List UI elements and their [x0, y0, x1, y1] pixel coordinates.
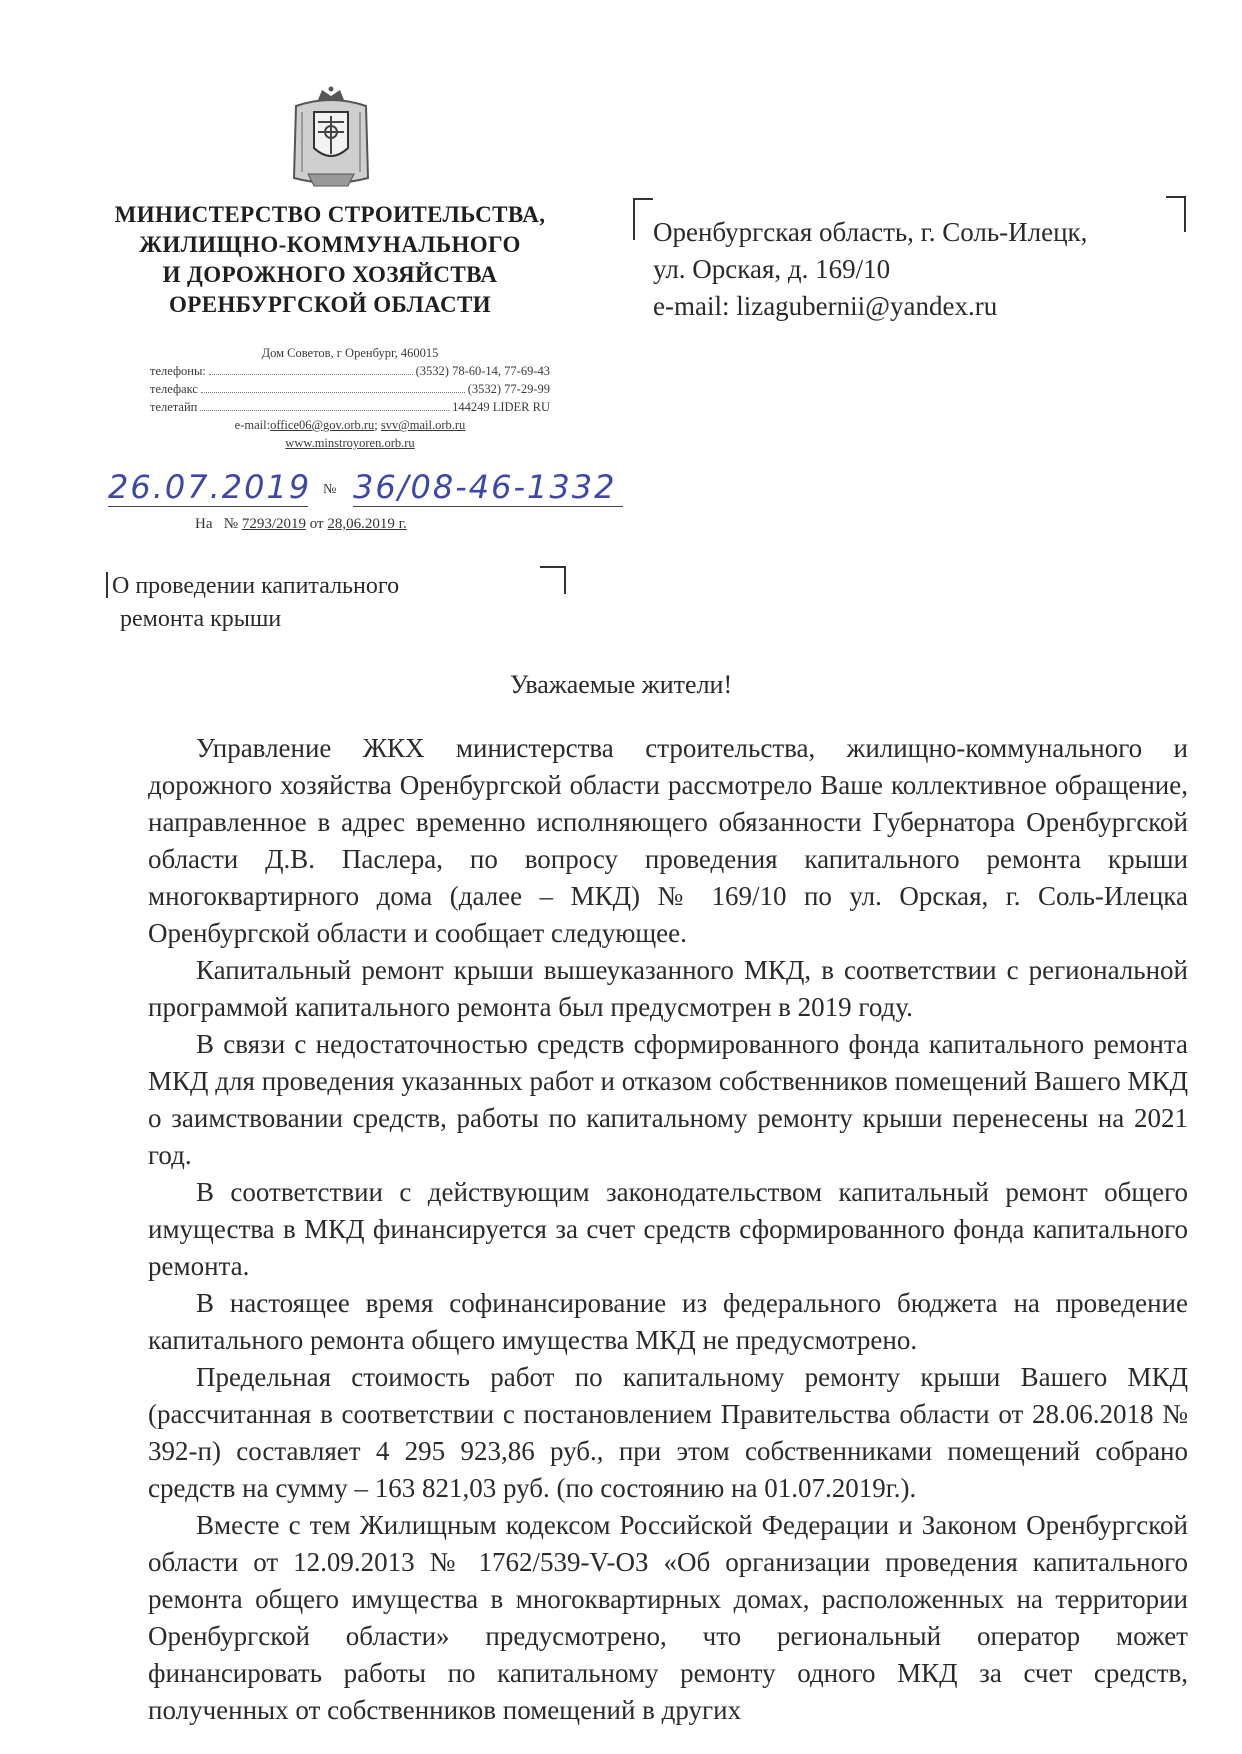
phones-row: [150, 362, 550, 380]
registration-line: [108, 468, 628, 508]
fax-row: [150, 380, 550, 398]
reference-line: [195, 516, 407, 533]
reference-prefix: На: [195, 516, 213, 532]
addressee-line: Оренбургская область, г. Соль-Илецк,: [653, 217, 1088, 247]
fax-label: телефакс: [150, 382, 198, 396]
addressee-block: [653, 214, 1087, 325]
website-link[interactable]: www.minstroyoren.orb.ru: [285, 436, 415, 450]
email-separator: ;: [374, 418, 378, 432]
reference-date: 28,06.2019 г.: [327, 516, 407, 532]
reference-number: 7293/2019: [241, 516, 306, 532]
dot-leader: [200, 410, 449, 411]
phones-value: (3532) 78-60-14, 77-69-43: [415, 364, 550, 378]
email-link-2[interactable]: svv@mail.orb.ru: [380, 418, 466, 432]
reference-no-label: №: [223, 516, 239, 532]
ministry-name-line: ОРЕНБУРГСКОЙ ОБЛАСТИ: [168, 292, 492, 317]
subject-block: [112, 570, 399, 636]
ministry-name-line: И ДОРОЖНОГО ХОЗЯЙСТВА: [162, 262, 498, 287]
greeting: Уважаемые жители!: [509, 670, 733, 699]
website-row: [150, 434, 550, 452]
body-paragraph: В связи с недостаточностью средств сформированного фонда капитального ремонта МКД для проведения указанных работ и отказом собственников помещений Вашего МКД о заимствовании средств, работы по капитальному ремонту крыши перенесены на 2021 год.: [148, 1029, 1188, 1170]
addressee-line: ул. Орская, д. 169/10: [653, 254, 891, 284]
dot-leader: [209, 374, 413, 375]
email-prefix: e-mail:: [234, 418, 271, 432]
coat-of-arms-icon: [288, 86, 374, 190]
body-paragraph: Капитальный ремонт крыши вышеуказанного МКД, в соответствии с региональной программой капитального ремонта был предусмотрен в 2019 году.: [148, 955, 1188, 1022]
body-paragraph: В соответствии с действующим законодательством капитальный ремонт общего имущества в МКД финансируется за счет средств сформированного фонда капитального ремонта.: [148, 1177, 1188, 1281]
addressee-corner-left: [633, 198, 653, 240]
body-paragraph: Предельная стоимость работ по капитальному ремонту крыши Вашего МКД (рассчитанная в соответствии с постановлением Правительства области от 28.06.2018 № 392-п) составляет 4 295 923,86 руб., при этом собственниками помещений собрано средств на сумму – 163 821,03 руб. (по состоянию на 01.07.2019г.).: [148, 1362, 1188, 1503]
ministry-address: Дом Советов, г Оренбург, 460015: [261, 346, 439, 360]
subject-line: ремонта крыши: [120, 606, 282, 632]
subject-line: О проведении капитального: [112, 573, 400, 599]
body-paragraph: Вместе с тем Жилищным кодексом Российской Федерации и Законом Оренбургской области от 12.09.2013 № 1762/539-V-ОЗ «Об организации проведения капитального ремонта общего имущества в многоквартирных домах, расположенных на территории Оренбургской области» предусмотрено, что региональный оператор может финансировать работы по капитальному ремонту одного МКД за счет средств, полученных от собственников помещений в других: [148, 1510, 1188, 1725]
fax-value: (3532) 77-29-99: [467, 382, 550, 396]
body-paragraph: Управление ЖКХ министерства строительства, жилищно-коммунального и дорожного хозяйства Оренбургской области рассмотрело Ваше коллективное обращение, направленное в адрес временно исполняющего обязанности Губернатора Оренбургской области Д.В. Паслера, по вопросу проведения капитального ремонта крыши многоквартирного дома (далее – МКД) № 169/10 по ул. Орская, г. Соль-Илецка Оренбургской области и сообщает следующее.: [148, 733, 1188, 948]
email-link-1[interactable]: office06@gov.orb.ru: [270, 418, 375, 432]
ministry-name-line: МИНИСТЕРСТВО СТРОИТЕЛЬСТВА,: [114, 202, 546, 227]
phones-label: телефоны:: [150, 364, 206, 378]
subject-corner-right: [540, 566, 566, 594]
registration-date: 26.07.2019: [108, 468, 312, 506]
addressee-corner-right: [1166, 196, 1186, 232]
ministry-name: [90, 200, 570, 320]
teletype-value: 144249 LIDER RU: [452, 400, 550, 414]
teletype-label: телетайп: [150, 400, 198, 414]
letter-body: [148, 730, 1188, 1729]
reference-from-label: от: [309, 516, 324, 532]
ministry-name-line: ЖИЛИЩНО-КОММУНАЛЬНОГО: [139, 232, 521, 257]
teletype-row: [150, 398, 550, 416]
body-paragraph: В настоящее время софинансирование из федерального бюджета на проведение капитального ремонта общего имущества МКД не предусмотрено.: [148, 1288, 1188, 1355]
contacts-block: [150, 344, 550, 452]
registration-number: 36/08-46-1332: [353, 468, 623, 507]
email-row: [150, 416, 550, 434]
registration-number-label: №: [323, 482, 337, 497]
addressee-email: e-mail: lizagubernii@yandex.ru: [653, 291, 998, 321]
dot-leader: [201, 392, 465, 393]
